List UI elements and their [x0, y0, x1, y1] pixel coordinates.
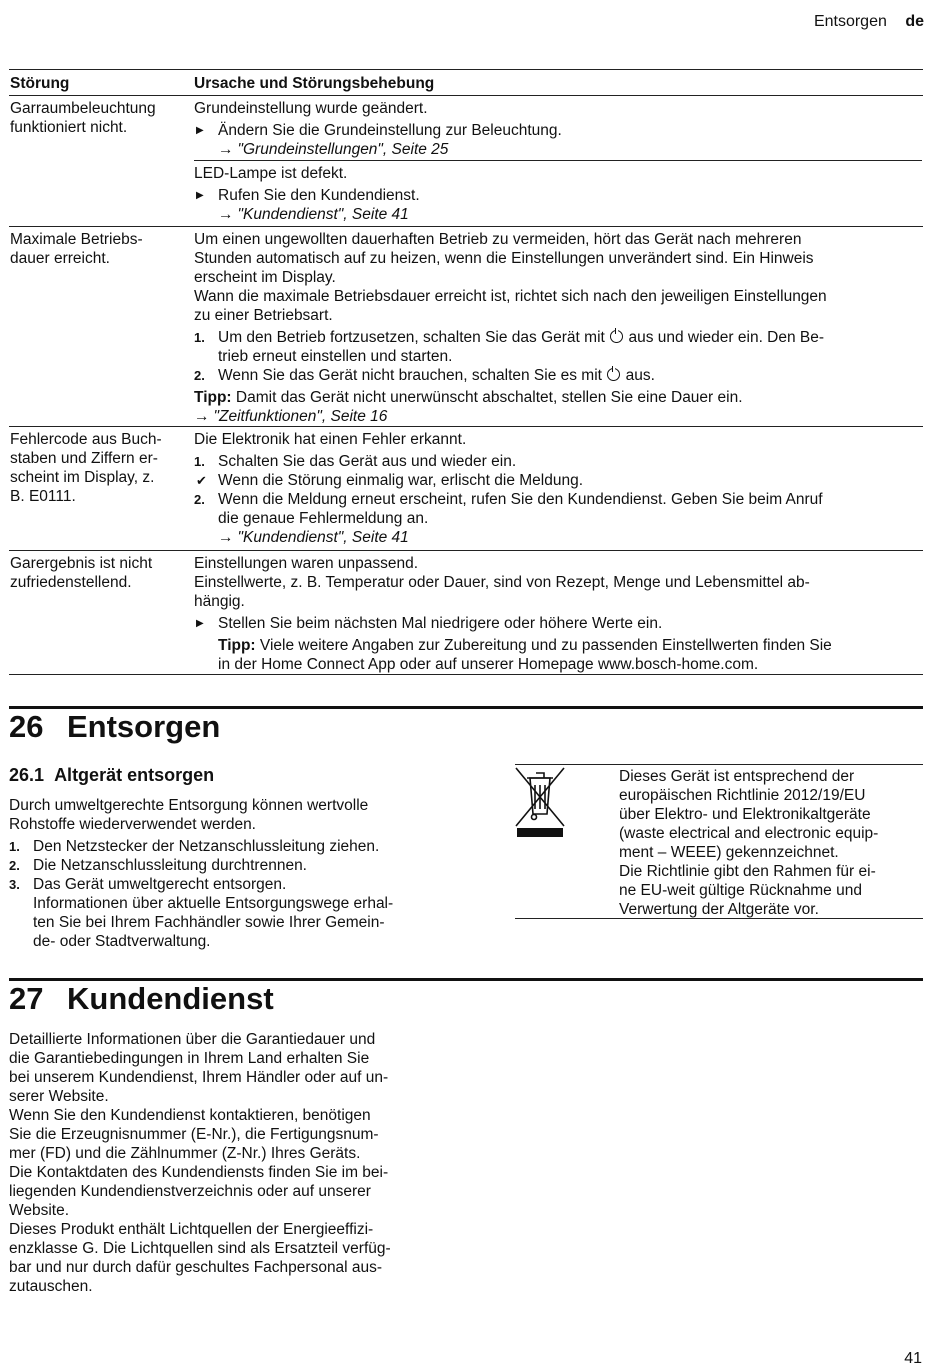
- numbered-step: 3. Das Gerät umweltgerecht entsorgen. Informationen über aktuelle Entsorgungswege erhal- ten Sie bei Ihrem Fachhändler sowie Ihrer Gemein- de- oder Stadtverwaltung.: [9, 876, 394, 950]
- header-section: Entsorgen: [813, 13, 887, 30]
- subsection-heading: 26.1 Altgerät entsorgen: [9, 765, 215, 785]
- tip-text: Tipp: Damit das Gerät nicht unerwünscht abschaltet, stellen Sie eine Dauer ein.: [194, 389, 743, 406]
- arrow-right-icon: →: [218, 206, 234, 223]
- table-top-rule: [9, 69, 923, 70]
- action-bullet: ▶ Rufen Sie den Kundendienst.: [196, 187, 420, 204]
- cause-text: LED-Lampe ist defekt.: [194, 165, 348, 182]
- triangle-bullet-icon: ▶: [196, 125, 204, 136]
- table-row-remedy: [194, 99, 922, 159]
- page-number: 41: [904, 1350, 922, 1367]
- weee-top-rule: [515, 764, 923, 765]
- power-icon: [607, 368, 620, 381]
- sub-rule: [194, 160, 922, 161]
- weee-notice: Dieses Gerät ist entsprechend der europäischen Richtlinie 2012/19/EU über Elektro- und Elektronikaltgeräte (waste electrical and electronic equip- ment – WEEE) gekennzeichnet. Die Richtlinie gibt den Rahmen für ei- ne EU-weit gültige Rücknahme und Verwertung der Altgeräte vor.: [619, 768, 879, 918]
- numbered-step: 2. Die Netzanschlussleitung durchtrennen.: [9, 857, 307, 874]
- cause-text: Grundeinstellung wurde geändert.: [194, 100, 428, 117]
- table-row-remedy: [194, 430, 922, 547]
- tip-text: Tipp: Viele weitere Angaben zur Zubereitung und zu passenden Einstellwerten finden Sie: [218, 637, 832, 654]
- table-row-symptom: Garraumbeleuchtung funktioniert nicht.: [10, 100, 156, 136]
- row-rule: [9, 550, 923, 551]
- arrow-right-icon: →: [194, 408, 210, 425]
- arrow-right-icon: →: [218, 141, 234, 158]
- numbered-step: 1. Den Netzstecker der Netzanschlussleitung ziehen.: [9, 838, 380, 855]
- triangle-bullet-icon: ▶: [196, 618, 204, 629]
- cause-text: Die Elektronik hat einen Fehler erkannt.: [194, 431, 467, 448]
- header-lang: de: [905, 13, 924, 30]
- col-header-cause: Ursache und Störungsbehebung: [194, 75, 435, 92]
- action-bullet: ▶ Ändern Sie die Grundeinstellung zur Beleuchtung.: [196, 122, 562, 139]
- action-bullet: ▶ Stellen Sie beim nächsten Mal niedrigere oder höhere Werte ein.: [196, 615, 663, 632]
- section-heading: 27 Kundendienst: [9, 981, 274, 1016]
- arrow-right-icon: →: [218, 529, 234, 546]
- triangle-bullet-icon: ▶: [196, 190, 204, 201]
- table-row-symptom: Maximale Betriebs- dauer erreicht.: [10, 231, 143, 267]
- table-row-symptom: Garergebnis ist nicht zufriedenstellend.: [10, 555, 153, 591]
- numbered-step: 2. Wenn Sie das Gerät nicht brauchen, schalten Sie es mit aus.: [194, 367, 655, 384]
- running-header: [814, 12, 924, 31]
- numbered-step: 1. Schalten Sie das Gerät aus und wieder ein.: [194, 453, 517, 470]
- table-row-remedy: [194, 164, 922, 224]
- power-icon: [610, 330, 623, 343]
- numbered-step: 2. Wenn die Meldung erneut erscheint, rufen Sie den Kundendienst. Geben Sie beim Anruf die genaue Fehlermeldung an. → "Kundendienst", Seite 41: [194, 490, 922, 547]
- cross-reference-link[interactable]: → "Grundeinstellungen", Seite 25: [218, 141, 449, 158]
- cross-reference-link[interactable]: → "Zeitfunktionen", Seite 16: [194, 408, 388, 425]
- result-check: ✔ Wenn die Störung einmalig war, erlischt die Meldung.: [196, 472, 584, 489]
- table-row-remedy: Um einen ungewollten dauerhaften Betrieb zu vermeiden, hört das Gerät nach mehreren Stunden automatisch auf zu heizen, wenn die Einstellungen unverändert sind. Ein Hinweis erscheint im Display. Wann die maximale Betriebsdauer erreicht ist, richtet sich nach den jeweiligen Einstellungen zu einer Betriebsart. 1. Um den Betrieb fortzusetzen, schalten Sie das Gerät mit aus und wieder ein. Den Be- trieb erneut einstellen und starten. 2. Wenn Sie das Gerät nicht brauchen, schalten Sie es mit aus. Tipp: Damit das Gerät nicht unerwünscht abschaltet, stellen Sie eine Dauer ein. → "Zeitfunktionen", Seite 16: [194, 230, 922, 426]
- row-rule: [9, 426, 923, 427]
- cross-reference-link[interactable]: → "Kundendienst", Seite 41: [218, 529, 409, 546]
- numbered-step: 1. Um den Betrieb fortzusetzen, schalten Sie das Gerät mit aus und wieder ein. Den Be- trieb erneut einstellen und starten.: [194, 329, 825, 365]
- checkmark-icon: ✔: [196, 473, 207, 488]
- table-row-remedy: Einstellungen waren unpassend. Einstellwerte, z. B. Temperatur oder Dauer, sind von Rezept, Menge und Lebensmittel ab- hängig. ▶ Stellen Sie beim nächsten Mal niedrigere oder höhere Werte ein. Tipp: Viele weitere Angaben zur Zubereitung und zu passenden Einstellwerten finden Sie in der Home Connect App oder auf unserer Homepage www.bosch-home.com.: [194, 554, 922, 674]
- crossed-out-wheelie-bin-icon: [514, 766, 566, 840]
- disposal-instructions: Durch umweltgerechte Entsorgung können wertvolle Rohstoffe wiederverwendet werden. 1. Den Netzstecker der Netzanschlussleitung ziehen. 2. Die Netzanschlussleitung durchtrennen. 3. Das Gerät umweltgerecht entsorgen. Informationen über aktuelle Entsorgungswege erhal- ten Sie bei Ihrem Fachhändler sowie Ihrer Gemein- de- oder Stadtverwaltung.: [9, 796, 449, 951]
- cross-reference-link[interactable]: → "Kundendienst", Seite 41: [218, 206, 409, 223]
- section-heading: 26 Entsorgen: [9, 709, 221, 744]
- table-row-symptom: Fehlercode aus Buch- staben und Ziffern er- scheint im Display, z. B. E0111.: [10, 431, 162, 505]
- col-header-fault: Störung: [10, 75, 70, 92]
- row-rule: [9, 226, 923, 227]
- customer-service-text: Detaillierte Informationen über die Garantiedauer und die Garantiebedingungen in Ihrem Land erhalten Sie bei unserem Kundendienst, Ihrem Händler oder auf un- serer Website. Wenn Sie den Kundendienst kontaktieren, benötigen Sie die Erzeugnisnummer (E-Nr.), die Fertigungsnum- mer (FD) und die Zählnummer (Z-Nr.) Ihres Geräts. Die Kontaktdaten des Kundendiensts finden Sie im bei- liegenden Kundendienstverzeichnis oder auf unserer Website. Dieses Produkt enthält Lichtquellen der Energieeffizi- enzklasse G. Die Lichtquellen sind als Ersatzteil verfüg- bar und nur durch dafür geschultes Fachpersonal aus- zutauschen.: [9, 1031, 391, 1295]
- weee-bottom-rule: [515, 918, 923, 919]
- header-rule: [9, 95, 923, 96]
- table-bottom-rule: [9, 674, 923, 675]
